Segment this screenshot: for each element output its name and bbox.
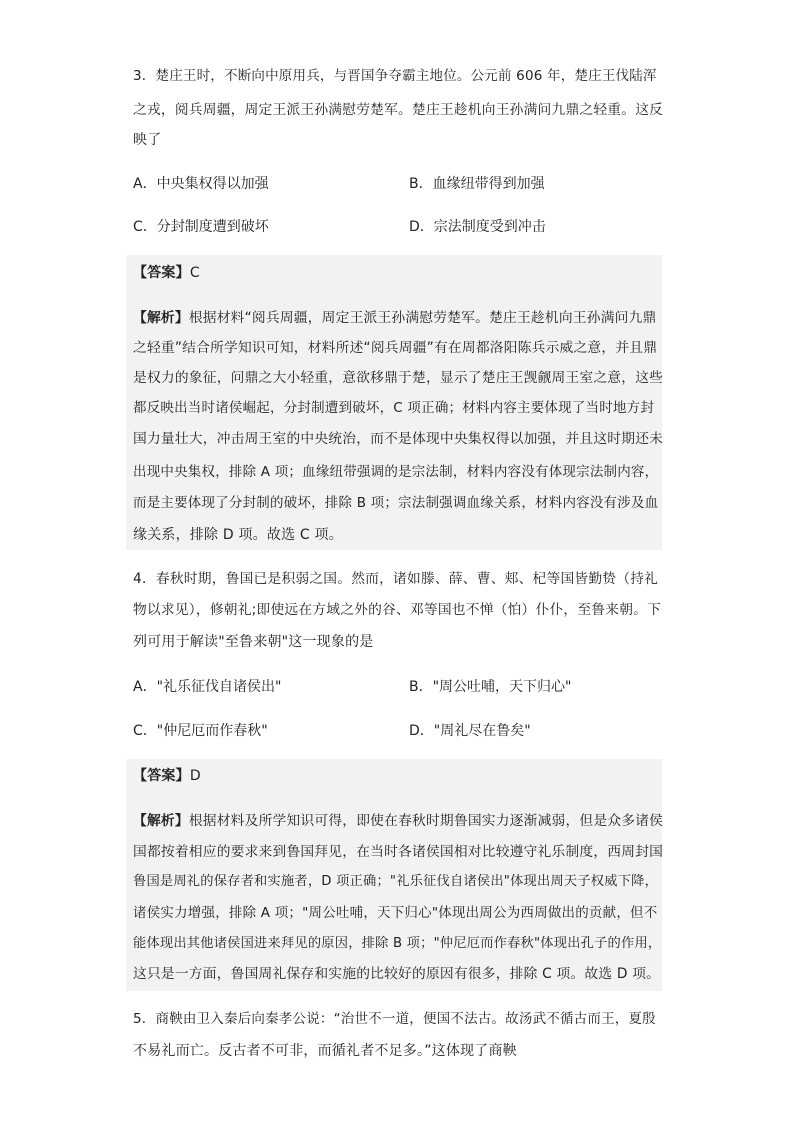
q4-option-d: D．"周礼尽在鲁矣": [409, 723, 531, 739]
q3-stem-line-3: 映了: [133, 132, 162, 148]
q4-option-c: C．"仲尼厄而作春秋": [133, 723, 268, 739]
analysis-text: 根据材料“阅兵周疆，周定王派王孙满慰劳楚军。楚庄王趁机向王孙满问九鼎: [188, 310, 657, 326]
q3-analysis-line-1: [133, 308, 657, 328]
q4-stem-line-2: 物以求见），修朝礼;即使远在方域之外的谷、邓等国也不惮（怕）仆仆，至鲁来朝。下: [133, 602, 662, 618]
answer-label: 【答案】: [133, 265, 190, 281]
q4-option-b: B．"周公吐哺，天下归心": [409, 679, 572, 695]
q4-option-a: A．"礼乐征伐自诸侯出": [133, 679, 282, 695]
q4-analysis-line-4: 诸侯实力增强，排除 A 项；"周公吐哺，天下归心"体现出周公为西周做出的贡献，但不: [133, 905, 658, 921]
q3-analysis-line-4: 都反映出当时诸侯崛起，分封制遭到破坏，C 项正确；材料内容主要体现了当时地方封: [133, 400, 655, 416]
q3-option-a: A．中央集权得以加强: [133, 176, 269, 192]
q3-analysis-line-2: 之轻重”结合所学知识可知，材料所述“阅兵周疆”有在周都洛阳陈兵示威之意，并且鼎: [133, 340, 658, 356]
q3-analysis-line-6: 出现中央集权，排除 A 项；血缘纽带强调的是宗法制，材料内容没有体现宗法制内容，: [133, 464, 659, 480]
q4-analysis-line-3: 鲁国是周礼的保存者和实施者，D 项正确；"礼乐征伐自诸侯出"体现出周天子权威下降，: [133, 874, 659, 889]
q4-answer: [133, 766, 201, 786]
q5-stem-line-1: 5．商鞅由卫入秦后向秦孝公说：“治世不一道，便国不法古。故汤武不循古而王，夏殷: [133, 1011, 656, 1027]
q3-answer: [133, 263, 200, 283]
analysis-text: 根据材料及所学知识可得，即使在春秋时期鲁国实力逐渐减弱，但是众多诸侯: [188, 813, 664, 829]
analysis-label: 【解析】: [133, 813, 189, 829]
q3-analysis-line-8: 缘关系，排除 D 项。故选 C 项。: [133, 527, 343, 543]
q4-analysis-line-5: 能体现出其他诸侯国进来拜见的原因，排除 B 项；"仲尼厄而作春秋"体现出孔子的作用，: [133, 936, 662, 951]
q3-stem-line-1: 3．楚庄王时，不断向中原用兵，与晋国争夺霸主地位。公元前 606 年，楚庄王伐陆浑: [133, 68, 657, 84]
q3-analysis-line-3: 是权力的象征，问鼎之大小轻重，意欲移鼎于楚，显示了楚庄王觊觎周王室之意，这些: [133, 370, 664, 386]
q3-analysis-line-5: 国力量壮大，冲击周王室的中央统治，而不是体现中央集权得以加强，并且这时期还未: [133, 431, 664, 447]
q3-option-b: B．血缘纽带得到加强: [409, 176, 545, 192]
q3-analysis-line-7: 而是主要体现了分封制的破坏，排除 B 项；宗法制强调血缘关系，材料内容没有涉及血: [133, 495, 659, 511]
q3-option-d: D．宗法制度受到冲击: [409, 219, 546, 235]
analysis-label: 【解析】: [133, 310, 189, 326]
answer-label: 【答案】: [133, 768, 190, 784]
q4-analysis-line-1: [133, 811, 663, 831]
answer-value: C: [189, 265, 200, 281]
q4-stem-line-1: 4．春秋时期，鲁国已是积弱之国。然而，诸如滕、薛、曹、郏、杞等国皆勤贽（持礼: [133, 571, 659, 587]
q4-analysis-line-6: 这只是一方面，鲁国周礼保存和实施的比较好的原因有很多，排除 C 项。故选 D 项。: [133, 966, 661, 982]
answer-value: D: [189, 768, 201, 784]
q4-analysis-line-2: 国都按着相应的要求来到鲁国拜见，在当时各诸侯国相对比较遵守礼乐制度，西周封国: [133, 844, 664, 860]
q5-stem-line-2: 不易礼而亡。反古者不可非，而循礼者不足多。”这体现了商鞅: [133, 1043, 517, 1059]
q3-option-c: C．分封制度遭到破坏: [133, 219, 269, 235]
q4-stem-line-3: 列可用于解读"至鲁来朝"这一现象的是: [133, 634, 374, 650]
q3-stem-line-2: 之戎，阅兵周疆，周定王派王孙满慰劳楚军。楚庄王趁机向王孙满问九鼎之轻重。这反: [133, 102, 664, 118]
